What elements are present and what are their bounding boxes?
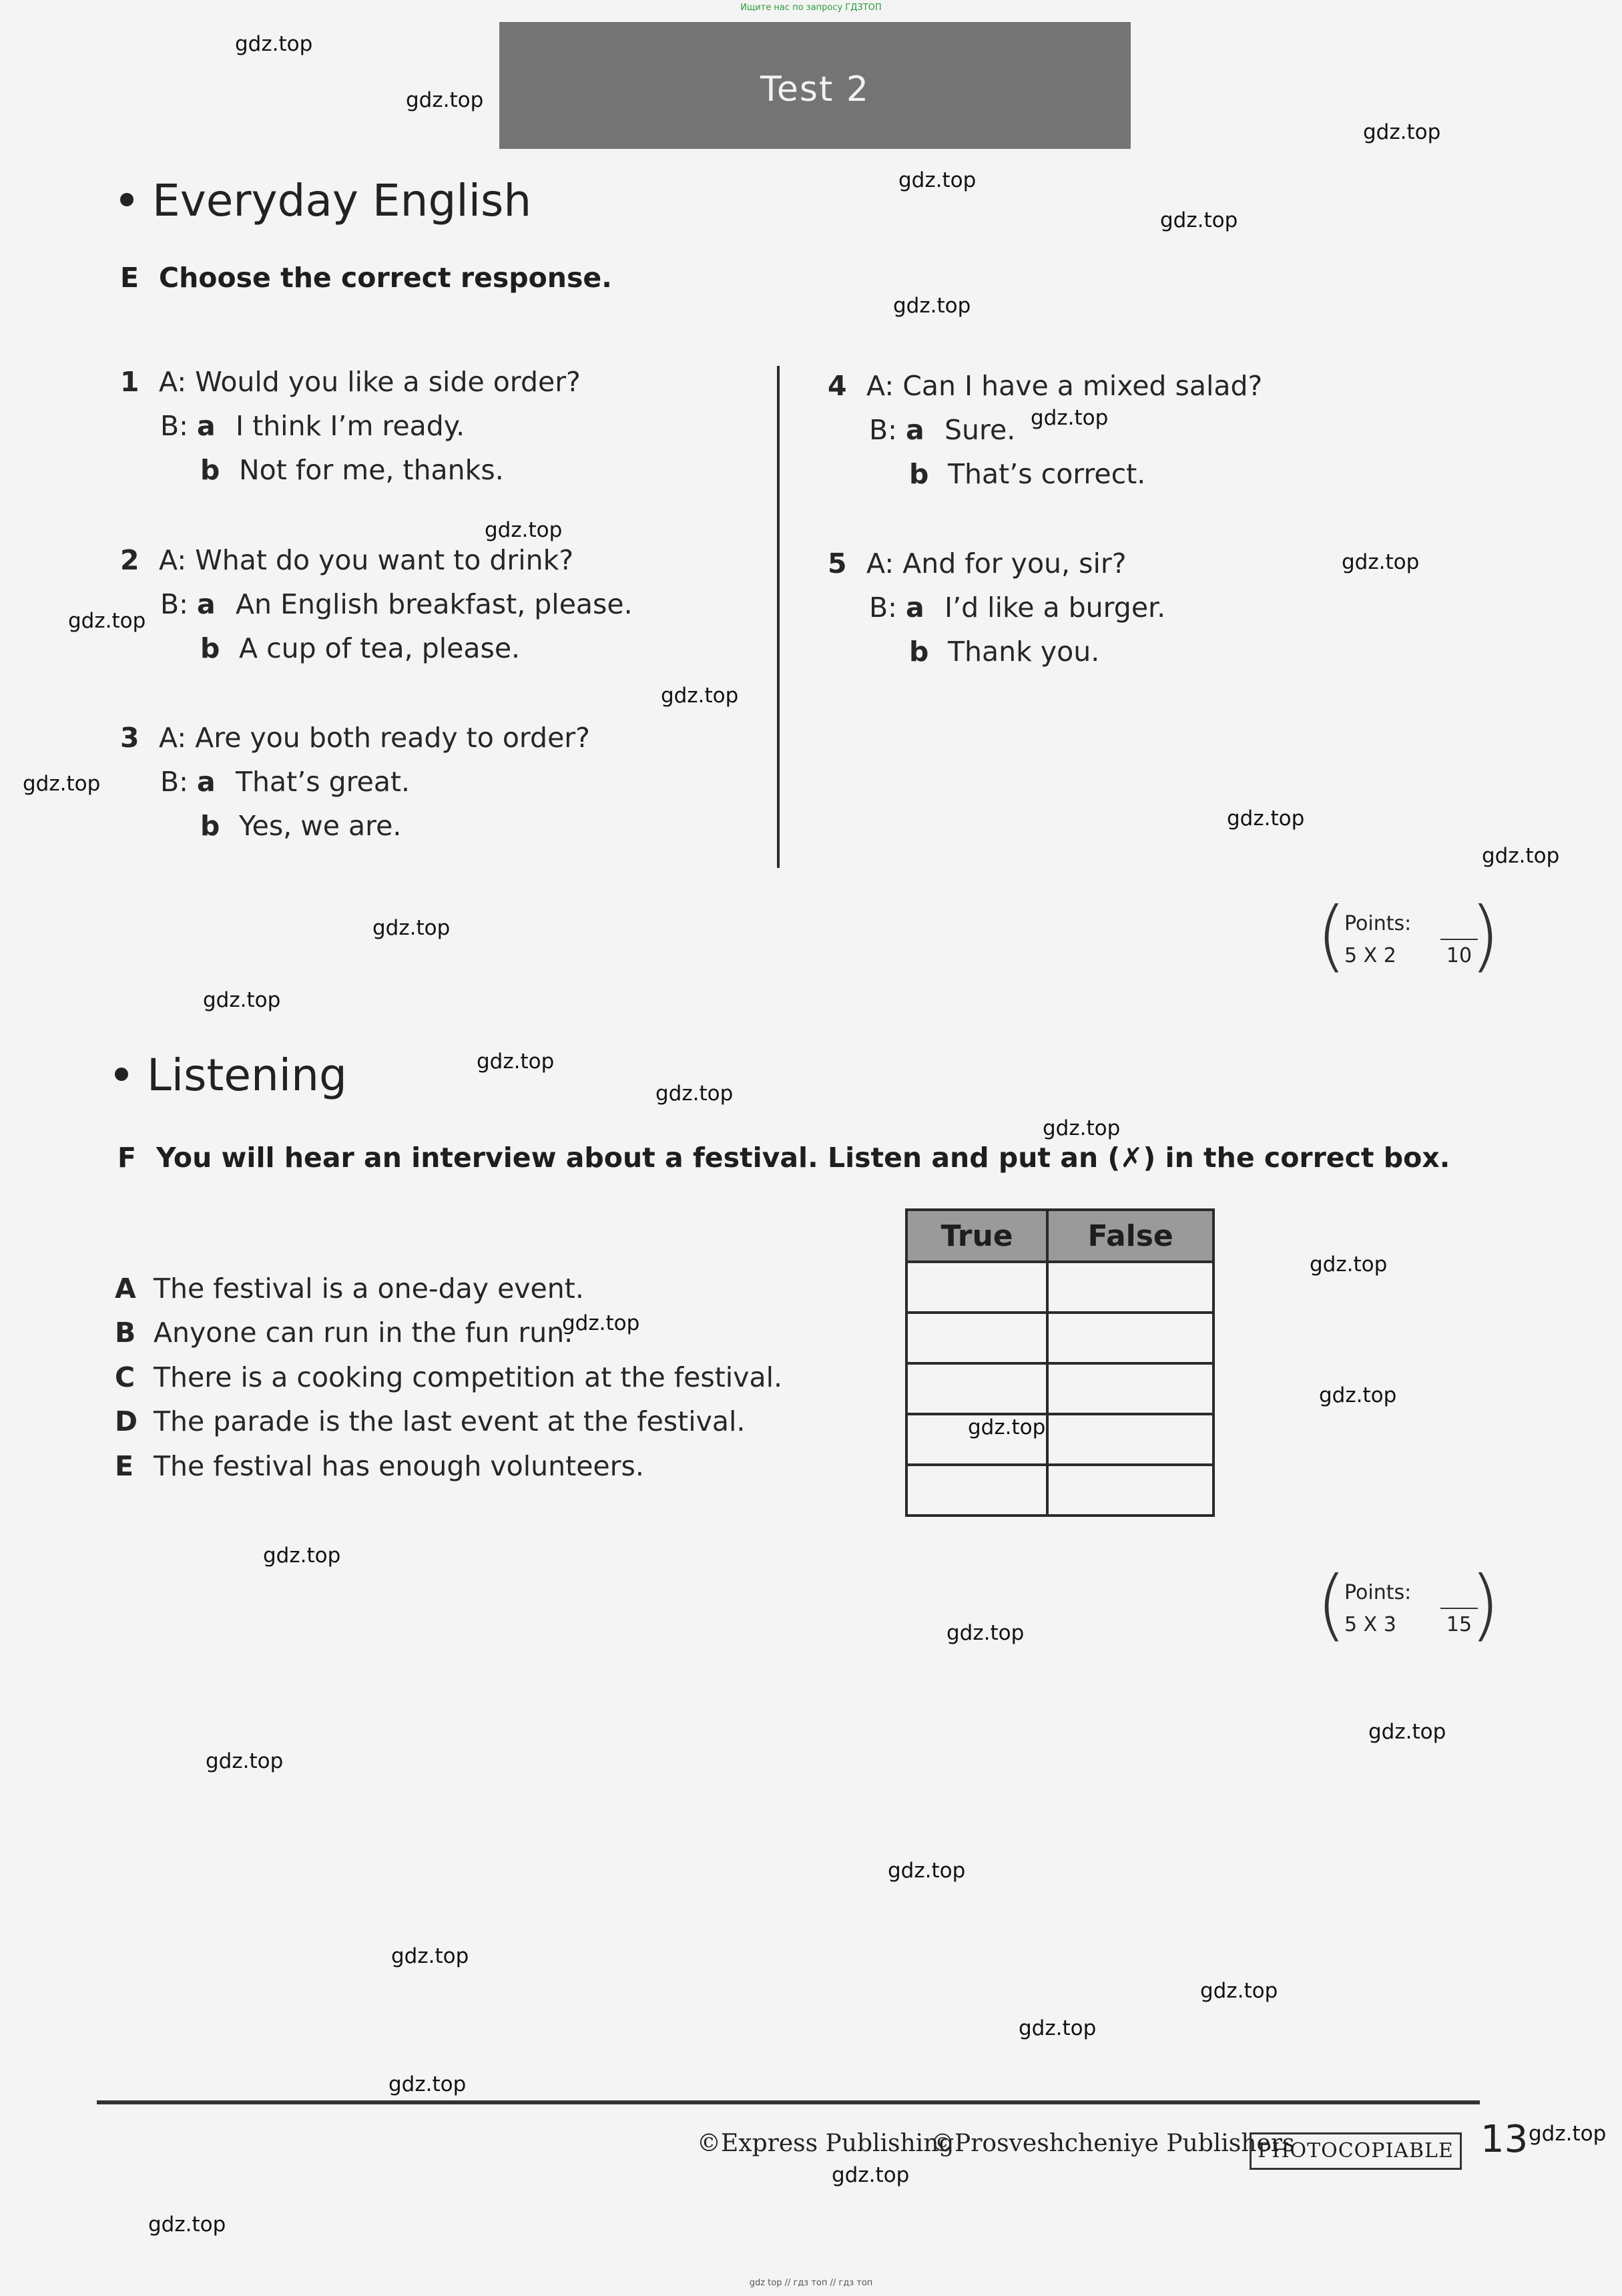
watermark: gdz.top xyxy=(1363,120,1441,144)
page-number: 13 xyxy=(1480,2118,1529,2161)
item-2-option-b: b A cup of tea, please. xyxy=(200,632,521,664)
item-4-option-a: B: a Sure. xyxy=(869,414,1016,446)
points-box-e: ( Points: 5 X 2 10 ) xyxy=(1316,891,1501,981)
watermark: gdz.top xyxy=(1200,1979,1278,2003)
watermark: gdz.top xyxy=(1319,1383,1397,1407)
bullet-icon xyxy=(115,1068,128,1081)
table-row xyxy=(906,1414,1213,1465)
item-4-question: 4 A: Can I have a mixed salad? xyxy=(828,370,1263,402)
table-row xyxy=(906,1363,1213,1414)
item-4-option-b: b That’s correct. xyxy=(909,458,1146,490)
watermark: gdz.top xyxy=(372,916,451,940)
section-heading-everyday-english: Everyday English xyxy=(120,175,531,226)
publisher-express: ©Express Publishing xyxy=(697,2130,955,2157)
statement-c: C There is a cooking competition at the festival. xyxy=(115,1361,782,1393)
checkbox-false-b[interactable] xyxy=(1047,1313,1213,1363)
bullet-icon xyxy=(120,193,133,206)
section-heading-listening: Listening xyxy=(115,1050,347,1101)
watermark: gdz.top xyxy=(1310,1252,1388,1277)
watermark: gdz.top xyxy=(263,1544,341,1568)
checkbox-true-c[interactable] xyxy=(906,1363,1047,1414)
watermark: gdz.top xyxy=(206,1749,284,1773)
watermark: gdz.top xyxy=(947,1621,1025,1645)
item-5-option-b: b Thank you. xyxy=(909,636,1100,668)
watermark: gdz.top xyxy=(1227,807,1305,831)
watermark: gdz.top xyxy=(1368,1720,1446,1744)
column-divider xyxy=(777,366,780,868)
watermark: gdz.top xyxy=(968,1415,1046,1439)
statement-a: A The festival is a one-day event. xyxy=(115,1273,584,1305)
column-header-false: False xyxy=(1047,1210,1213,1262)
statement-d: D The parade is the last event at the festival. xyxy=(115,1405,746,1437)
statement-e: E The festival has enough volunteers. xyxy=(115,1450,644,1482)
watermark: gdz.top xyxy=(1031,406,1109,430)
watermark: gdz.top xyxy=(235,32,313,56)
watermark: gdz.top xyxy=(148,2213,226,2237)
statement-b: B Anyone can run in the fun run. xyxy=(115,1317,573,1349)
watermark: gdz.top xyxy=(898,168,977,192)
checkbox-true-a[interactable] xyxy=(906,1262,1047,1313)
item-2-question: 2 A: What do you want to drink? xyxy=(120,544,574,576)
item-1-option-b: b Not for me, thanks. xyxy=(200,454,504,486)
watermark: gdz.top xyxy=(388,2072,467,2096)
item-5-question: 5 A: And for you, sir? xyxy=(828,547,1127,580)
checkbox-false-c[interactable] xyxy=(1047,1363,1213,1414)
checkbox-true-e[interactable] xyxy=(906,1465,1047,1516)
watermark: gdz.top xyxy=(68,609,146,633)
footer-rule xyxy=(97,2100,1480,2104)
table-row xyxy=(906,1262,1213,1313)
table-row xyxy=(906,1465,1213,1516)
instruction-e: E Choose the correct response. xyxy=(120,262,612,294)
watermark: gdz.top xyxy=(888,1859,966,1883)
watermark: gdz.top xyxy=(485,518,563,542)
item-3-option-b: b Yes, we are. xyxy=(200,810,402,842)
item-1-option-a: B: a I think I’m ready. xyxy=(160,410,465,442)
checkbox-false-d[interactable] xyxy=(1047,1414,1213,1465)
watermark: gdz.top xyxy=(477,1050,555,1074)
watermark: gdz.top xyxy=(391,1944,469,1968)
watermark: gdz.top xyxy=(406,88,484,112)
watermark: gdz.top xyxy=(1043,1116,1121,1140)
publisher-prosveshcheniye: ©Prosveshcheniye Publishers xyxy=(930,2130,1295,2157)
table-row xyxy=(906,1313,1213,1363)
points-box-f: ( Points: 5 X 3 15 ) xyxy=(1316,1560,1501,1650)
watermark: gdz.top xyxy=(1482,844,1560,868)
item-5-option-a: B: a I’d like a burger. xyxy=(869,592,1166,624)
item-1-question: 1 A: Would you like a side order? xyxy=(120,366,581,398)
watermark: gdz.top xyxy=(562,1311,640,1335)
item-2-option-a: B: a An English breakfast, please. xyxy=(160,588,633,620)
watermark: gdz.top xyxy=(23,772,101,796)
instruction-f: F You will hear an interview about a festival. Listen and put an (✗) in the correct box. xyxy=(117,1142,1450,1174)
bottom-hint-text: gdz top // гдз топ // гдз топ xyxy=(749,2278,873,2288)
test-title: Test 2 xyxy=(760,69,870,109)
watermark: gdz.top xyxy=(832,2163,910,2187)
checkbox-true-b[interactable] xyxy=(906,1313,1047,1363)
true-false-table xyxy=(905,1208,1215,1517)
checkbox-false-a[interactable] xyxy=(1047,1262,1213,1313)
watermark: gdz.top xyxy=(1160,208,1238,232)
watermark: gdz.top xyxy=(203,988,281,1012)
photocopiable-badge: PHOTOCOPIABLE xyxy=(1250,2132,1462,2170)
watermark: gdz.top xyxy=(655,1082,734,1106)
watermark: gdz.top xyxy=(1529,2122,1607,2146)
watermark: gdz.top xyxy=(661,684,739,708)
item-3-option-a: B: a That’s great. xyxy=(160,766,411,798)
watermark: gdz.top xyxy=(893,294,971,318)
column-header-true: True xyxy=(906,1210,1047,1262)
watermark: gdz.top xyxy=(1342,550,1420,574)
checkbox-false-e[interactable] xyxy=(1047,1465,1213,1516)
top-hint-text: Ищите нас по запросу ГДЗТОП xyxy=(740,3,882,13)
item-3-question: 3 A: Are you both ready to order? xyxy=(120,722,590,754)
watermark: gdz.top xyxy=(1019,2016,1097,2040)
